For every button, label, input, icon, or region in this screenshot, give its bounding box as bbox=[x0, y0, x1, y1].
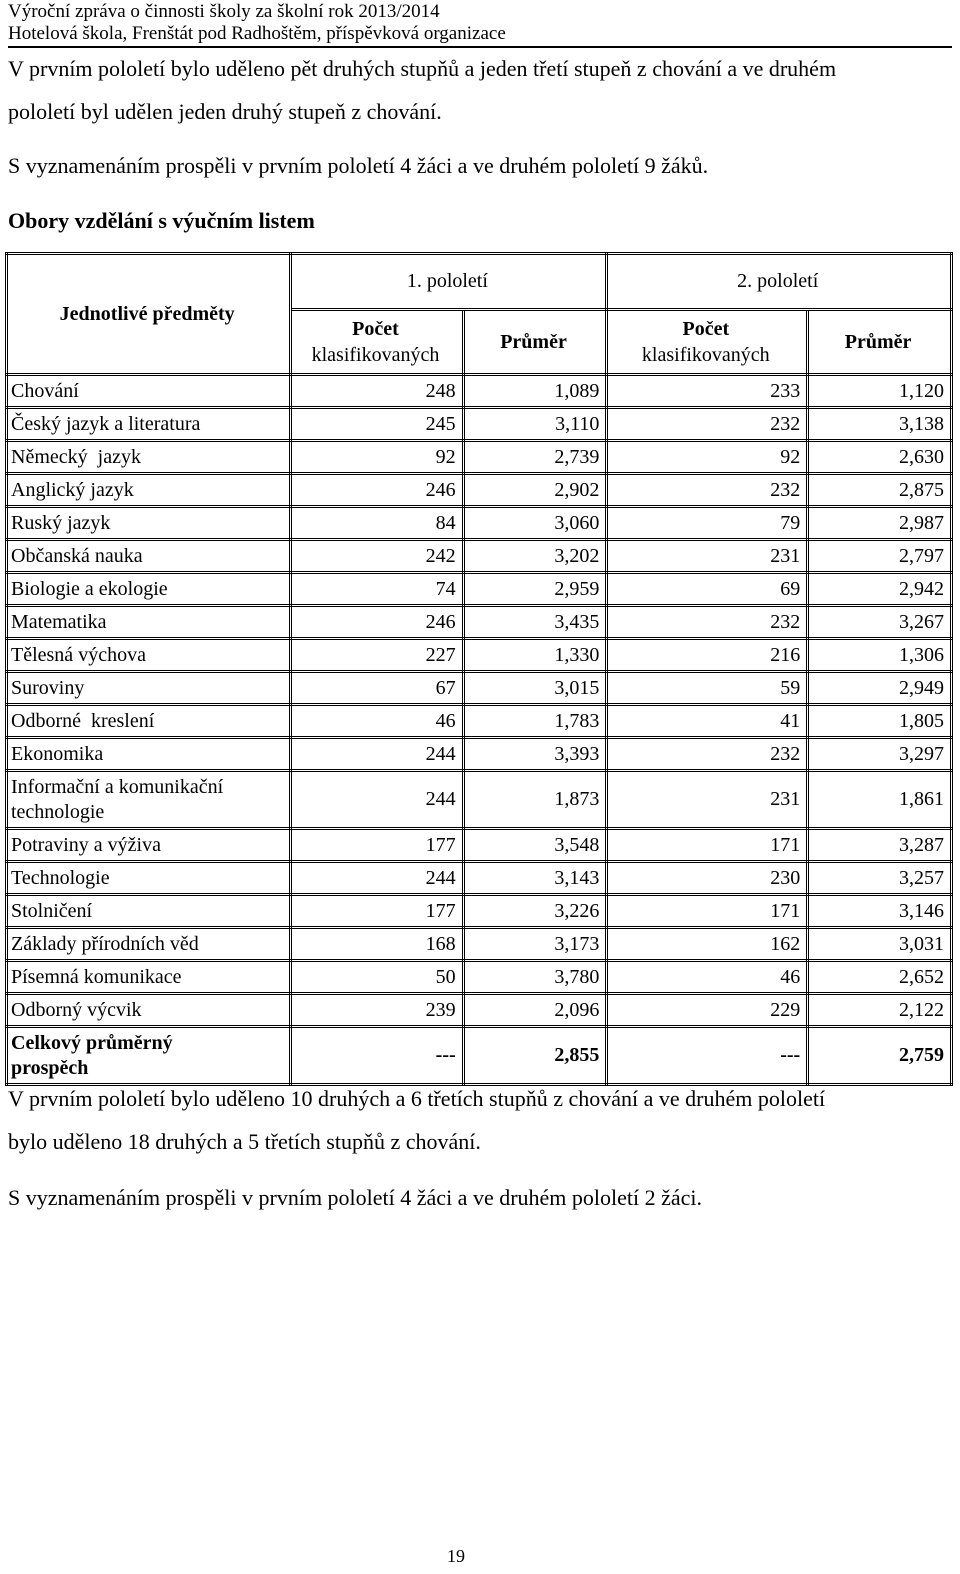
sem1-count-cell: 245 bbox=[291, 408, 463, 441]
table-row bbox=[7, 639, 952, 672]
sem1-count-cell: 168 bbox=[291, 928, 463, 961]
sem2-count-cell: 171 bbox=[607, 895, 808, 928]
subject-cell: Suroviny bbox=[7, 672, 291, 705]
table-row bbox=[7, 862, 952, 895]
sem1-count-cell: 242 bbox=[291, 540, 463, 573]
subject-line: technologie bbox=[11, 800, 105, 823]
sem2-average-cell: 3,138 bbox=[808, 408, 952, 441]
table-row bbox=[7, 573, 952, 606]
sem2-average-cell: 3,297 bbox=[808, 738, 952, 771]
subject-cell: Biologie a ekologie bbox=[7, 573, 291, 606]
table-row bbox=[7, 829, 952, 862]
sem2-average-cell: 3,257 bbox=[808, 862, 952, 895]
semester-2-header: 2. pololetí bbox=[607, 254, 952, 310]
intro-paragraph-line2: pololetí byl udělen jeden druhý stupeň z chování. bbox=[8, 99, 442, 124]
sem1-average-cell: 1,873 bbox=[463, 771, 607, 829]
grades-table bbox=[5, 252, 953, 1086]
sem2-count-cell: 231 bbox=[607, 771, 808, 829]
sem1-count-cell: 46 bbox=[291, 705, 463, 738]
sem2-count-header bbox=[607, 310, 808, 375]
school-name: Hotelová škola, Frenštát pod Radhoštěm, příspěvková organizace bbox=[8, 23, 506, 44]
sem1-average-cell: 3,060 bbox=[463, 507, 607, 540]
sem2-count-cell: 232 bbox=[607, 738, 808, 771]
sem1-count-cell: 74 bbox=[291, 573, 463, 606]
count-label-bottom: klasifikovaných bbox=[641, 344, 770, 366]
table-row bbox=[7, 672, 952, 705]
sem1-count-cell: 84 bbox=[291, 507, 463, 540]
outro-honours-paragraph: S vyznamenáním prospěli v prvním pololetí 4 žáci a ve druhém pololetí 2 žáci. bbox=[8, 1185, 703, 1210]
sem1-average-cell: 1,783 bbox=[463, 705, 607, 738]
subject-cell: Německý jazyk bbox=[7, 441, 291, 474]
sem1-count-cell: 50 bbox=[291, 961, 463, 994]
total-row bbox=[7, 1027, 952, 1085]
sem1-average-cell: 1,089 bbox=[463, 375, 607, 408]
sem2-count-cell: 46 bbox=[607, 961, 808, 994]
sem2-total-average-cell: 2,759 bbox=[808, 1027, 952, 1085]
table-row bbox=[7, 441, 952, 474]
total-label-line: prospěch bbox=[11, 1056, 89, 1079]
total-label-cell bbox=[7, 1027, 291, 1085]
sem1-average-cell: 3,393 bbox=[463, 738, 607, 771]
total-label-line: Celkový průměrný bbox=[11, 1031, 173, 1054]
sem2-total-count-cell: --- bbox=[607, 1027, 808, 1085]
sem1-average-cell: 3,226 bbox=[463, 895, 607, 928]
sem2-average-cell: 2,652 bbox=[808, 961, 952, 994]
subject-cell: Základy přírodních věd bbox=[7, 928, 291, 961]
sem1-count-cell: 177 bbox=[291, 829, 463, 862]
sem1-count-cell: 244 bbox=[291, 738, 463, 771]
subject-cell: Odborný výcvik bbox=[7, 994, 291, 1027]
subject-cell: Ruský jazyk bbox=[7, 507, 291, 540]
sem1-average-cell: 3,202 bbox=[463, 540, 607, 573]
sem1-average-cell: 3,015 bbox=[463, 672, 607, 705]
intro-paragraph-line1: V prvním pololetí bylo uděleno pět druhých stupňů a jeden třetí stupeň z chování a ve druhém bbox=[8, 56, 837, 81]
sem2-count-cell: 41 bbox=[607, 705, 808, 738]
sem2-average-cell: 2,630 bbox=[808, 441, 952, 474]
sem2-count-cell: 59 bbox=[607, 672, 808, 705]
table-row bbox=[7, 961, 952, 994]
sem2-count-cell: 216 bbox=[607, 639, 808, 672]
sem1-count-cell: 227 bbox=[291, 639, 463, 672]
sem2-count-cell: 229 bbox=[607, 994, 808, 1027]
sem1-count-cell: 244 bbox=[291, 771, 463, 829]
outro-paragraph-line1: V prvním pololetí bylo uděleno 10 druhých a 6 třetích stupňů z chování a ve druhém pololetí bbox=[8, 1086, 826, 1111]
sem1-average-cell: 3,435 bbox=[463, 606, 607, 639]
sem2-average-cell: 3,287 bbox=[808, 829, 952, 862]
report-title: Výroční zpráva o činnosti školy za školní rok 2013/2014 bbox=[8, 1, 440, 22]
sem1-average-cell: 1,330 bbox=[463, 639, 607, 672]
sem1-count-cell: 92 bbox=[291, 441, 463, 474]
sem2-count-cell: 69 bbox=[607, 573, 808, 606]
subject-cell: Ekonomika bbox=[7, 738, 291, 771]
section-heading: Obory vzdělání s výučním listem bbox=[8, 208, 315, 233]
subject-cell: Technologie bbox=[7, 862, 291, 895]
sem2-count-cell: 230 bbox=[607, 862, 808, 895]
sem1-average-cell: 3,780 bbox=[463, 961, 607, 994]
sem1-total-average-cell: 2,855 bbox=[463, 1027, 607, 1085]
sem2-average-cell: 3,146 bbox=[808, 895, 952, 928]
table-row bbox=[7, 540, 952, 573]
sem2-count-cell: 232 bbox=[607, 408, 808, 441]
sem1-average-cell: 2,902 bbox=[463, 474, 607, 507]
sem2-average-cell: 3,267 bbox=[808, 606, 952, 639]
sem1-count-header bbox=[291, 310, 463, 375]
page-header bbox=[8, 1, 952, 48]
sem1-average-cell: 2,096 bbox=[463, 994, 607, 1027]
sem1-average-cell: 3,143 bbox=[463, 862, 607, 895]
sem2-count-cell: 79 bbox=[607, 507, 808, 540]
sem2-average-cell: 2,987 bbox=[808, 507, 952, 540]
table-row bbox=[7, 474, 952, 507]
subject-cell bbox=[7, 771, 291, 829]
count-label-top: Počet bbox=[352, 318, 399, 340]
table-row bbox=[7, 705, 952, 738]
sem2-average-cell: 3,031 bbox=[808, 928, 952, 961]
sem2-count-cell: 232 bbox=[607, 606, 808, 639]
subject-cell: Odborné kreslení bbox=[7, 705, 291, 738]
sem1-average-cell: 2,739 bbox=[463, 441, 607, 474]
intro-honours-paragraph: S vyznamenáním prospěli v prvním pololetí 4 žáci a ve druhém pololetí 9 žáků. bbox=[8, 153, 709, 178]
sem1-count-cell: 248 bbox=[291, 375, 463, 408]
sem2-count-cell: 231 bbox=[607, 540, 808, 573]
sem1-average-cell: 3,110 bbox=[463, 408, 607, 441]
sem2-count-cell: 232 bbox=[607, 474, 808, 507]
sem2-count-cell: 171 bbox=[607, 829, 808, 862]
subject-cell: Chování bbox=[7, 375, 291, 408]
subject-cell: Český jazyk a literatura bbox=[7, 408, 291, 441]
sem2-average-cell: 2,875 bbox=[808, 474, 952, 507]
subject-cell: Stolničení bbox=[7, 895, 291, 928]
sem2-average-cell: 1,306 bbox=[808, 639, 952, 672]
table-row bbox=[7, 375, 952, 408]
sem2-average-cell: 1,861 bbox=[808, 771, 952, 829]
semester-1-header: 1. pololetí bbox=[291, 254, 607, 310]
sem2-count-cell: 92 bbox=[607, 441, 808, 474]
table-row bbox=[7, 994, 952, 1027]
subject-cell: Anglický jazyk bbox=[7, 474, 291, 507]
subject-cell: Občanská nauka bbox=[7, 540, 291, 573]
count-label-top: Počet bbox=[682, 318, 730, 340]
sem1-count-cell: 244 bbox=[291, 862, 463, 895]
table-row bbox=[7, 895, 952, 928]
table-row bbox=[7, 606, 952, 639]
table-row bbox=[7, 771, 952, 829]
table-row bbox=[7, 928, 952, 961]
table-row bbox=[7, 507, 952, 540]
sem2-average-cell: 1,805 bbox=[808, 705, 952, 738]
subject-cell: Tělesná výchova bbox=[7, 639, 291, 672]
table-row bbox=[7, 408, 952, 441]
table-row bbox=[7, 738, 952, 771]
sem1-count-cell: 246 bbox=[291, 474, 463, 507]
sem2-count-cell: 162 bbox=[607, 928, 808, 961]
count-label-bottom: klasifikovaných bbox=[311, 344, 440, 366]
subject-column-header: Jednotlivé předměty bbox=[7, 254, 291, 375]
subject-line: Informační a komunikační bbox=[11, 775, 224, 798]
subject-cell: Potraviny a výživa bbox=[7, 829, 291, 862]
sem2-average-cell: 2,949 bbox=[808, 672, 952, 705]
sem2-average-cell: 2,942 bbox=[808, 573, 952, 606]
subject-cell: Písemná komunikace bbox=[7, 961, 291, 994]
outro-paragraph-line2: bylo uděleno 18 druhých a 5 třetích stupňů z chování. bbox=[8, 1129, 481, 1154]
sem2-count-cell: 233 bbox=[607, 375, 808, 408]
sem1-average-header: Průměr bbox=[463, 310, 607, 375]
sem1-count-cell: 239 bbox=[291, 994, 463, 1027]
subject-cell: Matematika bbox=[7, 606, 291, 639]
sem1-count-cell: 177 bbox=[291, 895, 463, 928]
sem2-average-cell: 2,797 bbox=[808, 540, 952, 573]
sem1-average-cell: 3,173 bbox=[463, 928, 607, 961]
page-number: 19 bbox=[447, 1546, 465, 1566]
sem1-average-cell: 2,959 bbox=[463, 573, 607, 606]
sem1-average-cell: 3,548 bbox=[463, 829, 607, 862]
sem2-average-cell: 1,120 bbox=[808, 375, 952, 408]
sem1-total-count-cell: --- bbox=[291, 1027, 463, 1085]
sem1-count-cell: 67 bbox=[291, 672, 463, 705]
sem2-average-header: Průměr bbox=[808, 310, 952, 375]
sem2-average-cell: 2,122 bbox=[808, 994, 952, 1027]
sem1-count-cell: 246 bbox=[291, 606, 463, 639]
